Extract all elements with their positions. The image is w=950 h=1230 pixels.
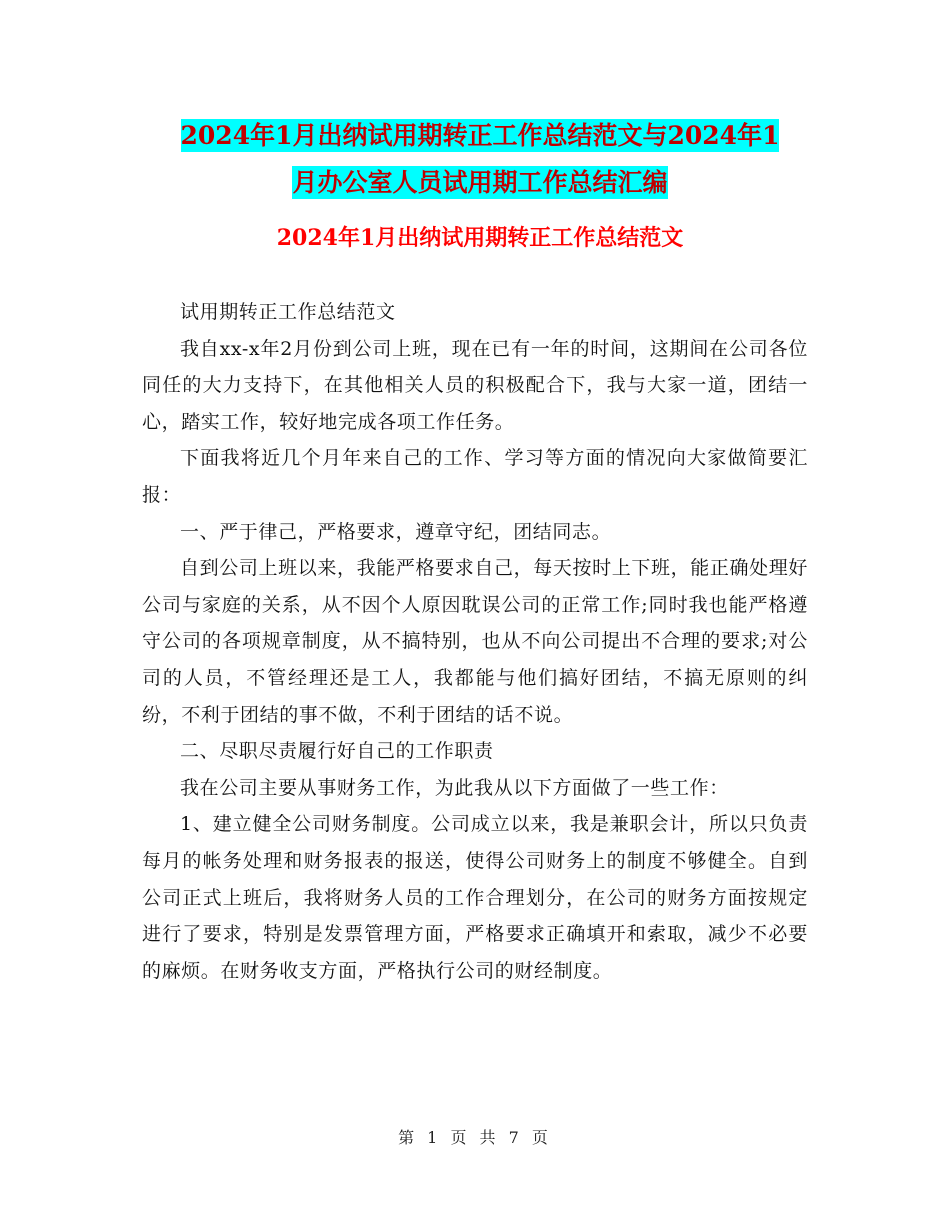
paragraph: 我在公司主要从事财务工作，为此我从以下方面做了一些工作： [180, 776, 729, 799]
paragraph: 二、尽职尽责履行好自己的工作职责 [180, 740, 494, 763]
section-title: 2024年1月出纳试用期转正工作总结范文 [276, 225, 684, 251]
body-text [142, 294, 808, 989]
paragraph: 1、建立健全公司财务制度。公司成立以来，我是兼职会计，所以只负责每月的帐务处理和财务报表的报送，使得公司财务上的制度不够健全。自到公司正式上班后，我将财务人员的工作合理划分，在公司的财务方面按规定进行了要求，特别是发票管理方面，严格要求正确填开和索取，减少不必要的麻烦。在财务收支方面，严格执行公司的财经制度。 [142, 813, 808, 982]
main-title-line-2: 月办公室人员试用期工作总结汇编 [292, 168, 668, 197]
main-title [140, 112, 820, 206]
paragraph: 我自xx-x年2月份到公司上班，现在已有一年的时间，这期间在公司各位同任的大力支持下，在其他相关人员的积极配合下，我与大家一道，团结一心，踏实工作，较好地完成各项工作任务。 [142, 337, 808, 433]
paragraph: 一、严于律己，严格要求，遵章守纪，团结同志。 [180, 520, 612, 543]
paragraph: 自到公司上班以来，我能严格要求自己，每天按时上下班，能正确处理好公司与家庭的关系，从不因个人原因耽误公司的正常工作;同时我也能严格遵守公司的各项规章制度，从不搞特别，也从不向公司提出不合理的要求;对公司的人员，不管经理还是工人，我都能与他们搞好团结，不搞无原则的纠纷，不利于团结的事不做，不利于团结的话不说。 [142, 557, 808, 726]
paragraph: 试用期转正工作总结范文 [180, 301, 396, 323]
main-title-line-1: 2024年1月出纳试用期转正工作总结范文与2024年1 [180, 121, 780, 150]
page-footer: 第 1 页 共 7 页 [398, 1128, 552, 1147]
paragraph: 下面我将近几个月年来自己的工作、学习等方面的情况向大家做简要汇报： [142, 447, 808, 506]
